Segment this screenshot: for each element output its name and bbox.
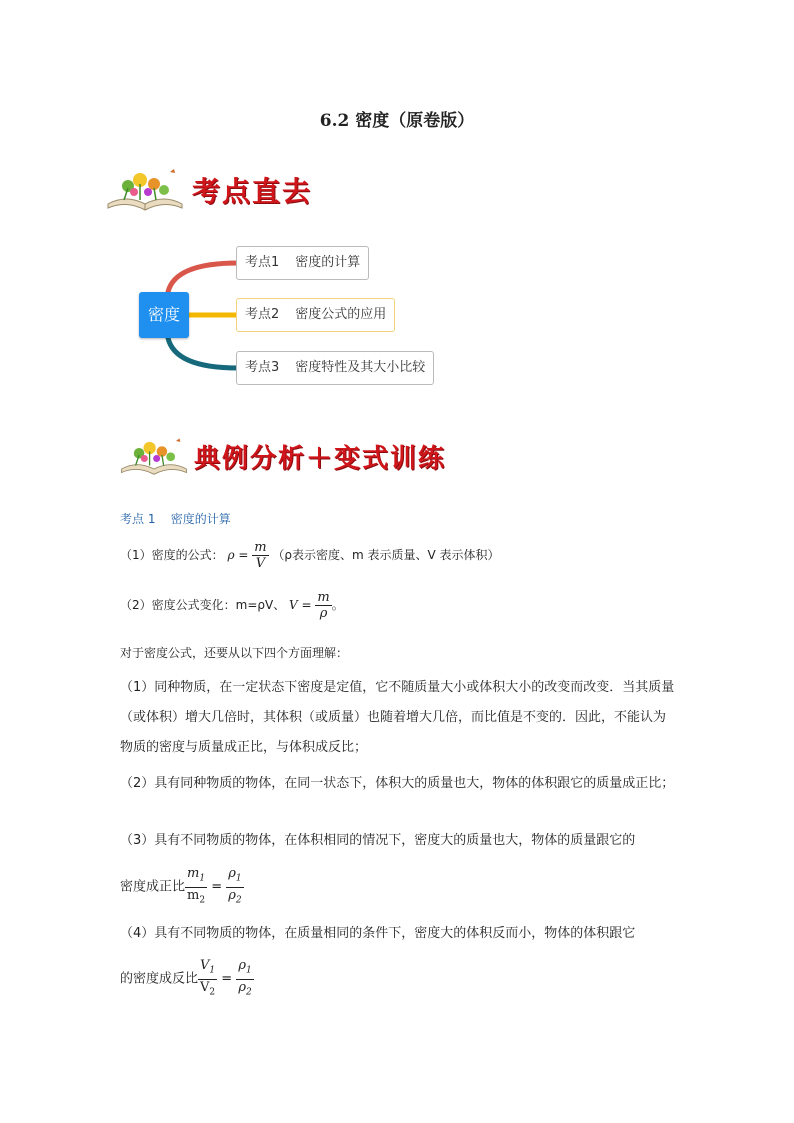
formula-prefix: （2）密度公式变化：m=ρV、: [120, 598, 286, 612]
point-2: （2）具有同种物质的物体，在同一状态下，体积大的质量也大，物体的体积跟它的质量成正比；: [120, 776, 675, 791]
point-4: （4）具有不同物质的物体，在质量相同的条件下，密度大的体积反而小，物体的体积跟它: [120, 926, 636, 941]
node-text: 密度的计算: [295, 255, 361, 270]
node-text: 密度公式的应用: [295, 307, 387, 322]
formula-variant: （2）密度公式变化：m=ρV、 V = $\frac{m}{\rho}$ 。: [120, 590, 344, 621]
formula-note: （ρ表示密度、m 表示质量、V 表示体积）: [272, 548, 500, 562]
mindmap-node-2: [236, 298, 395, 332]
fraction-m-over-rho: [315, 590, 331, 621]
formula-suffix: 。: [331, 598, 344, 612]
point-3: （3）具有不同物质的物体，在体积相同的情况下，密度大的质量也大，物体的质量跟它的: [120, 833, 636, 848]
point-3-tail: 密度成正比: [120, 879, 186, 895]
page-title: 6.2 密度（原卷版）: [319, 111, 475, 131]
fraction-rho1-rho2: $\frac{\rho_1}{\rho_2}$: [238, 958, 252, 998]
node-code: 考点2: [245, 307, 280, 322]
point-1: （1）同种物质，在一定状态下密度是定值，它不随质量大小或体积大小的改变而改变．当其质量（或体积）增大几倍时，其体积（或质量）也随着增大几倍，而比值是不变的．因此，不能认为物质的密度与质量成正比，与体积成反比；: [120, 680, 675, 755]
fraction-denominator: V: [255, 556, 266, 571]
point-4-formula: 的密度成反比 $\frac{V_1}{V_2}$ = $\frac{\rho_1}{\rho_2}$: [120, 958, 676, 1000]
mindmap-center-node: 密度: [139, 292, 189, 338]
fraction-rho1-rho2: $\frac{\rho_1}{\rho_2}$: [228, 866, 242, 906]
banner-kaodian-text: 考点直去: [192, 175, 313, 208]
fraction-numerator: m: [254, 540, 267, 555]
fraction-numerator: m: [317, 590, 330, 605]
point-3-formula: 密度成正比 $\frac{m_1}{m_2}$ = $\frac{\rho_1}{\rho_2}$: [120, 866, 676, 908]
section-heading: 考点 1 密度的计算: [120, 512, 231, 526]
formula-density: （1）密度的公式： ρ = $\frac{m}{V}$ （ρ表示密度、m 表示质量、V 表示体积）: [120, 540, 500, 571]
node-text: 密度特性及其大小比较: [295, 360, 426, 375]
fraction-denominator: ρ: [319, 606, 328, 621]
rho-symbol: ρ: [227, 548, 235, 562]
flower-book-icon: [118, 432, 190, 478]
banner-dianli-text: 典例分析＋变式训练: [194, 444, 447, 474]
fraction-m-over-v: [252, 540, 268, 571]
banner-dianli: [118, 432, 478, 482]
node-code: 考点3: [245, 360, 280, 375]
v-symbol: V: [289, 598, 298, 612]
mindmap-node-3: [236, 351, 434, 385]
node-code: 考点1: [245, 255, 280, 270]
point-4-tail: 的密度成反比: [120, 971, 199, 987]
fraction-v1-v2: $\frac{V_1}{V_2}$: [200, 958, 216, 998]
formula-prefix: （1）密度的公式：: [120, 548, 224, 562]
fraction-m1-m2: $\frac{m_1}{m_2}$: [187, 866, 206, 906]
mindmap-node-1: [236, 246, 369, 280]
intro-text: 对于密度公式，还要从以下四个方面理解：: [120, 646, 349, 660]
